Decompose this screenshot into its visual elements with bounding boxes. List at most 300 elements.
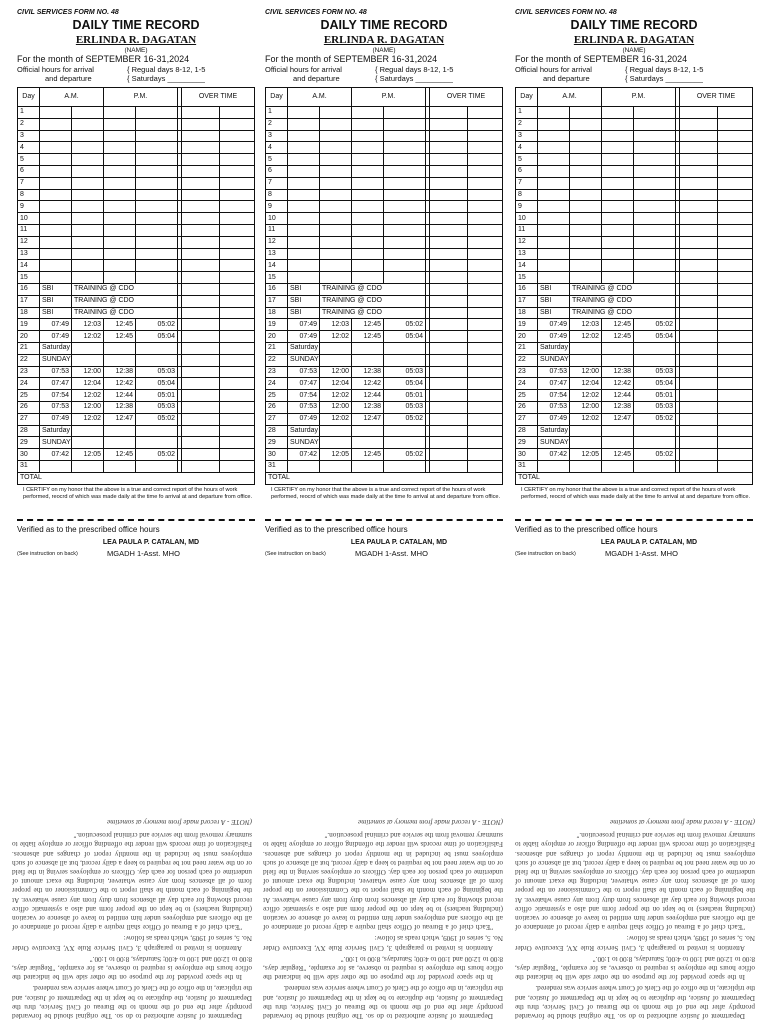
- time-cell: [430, 189, 468, 201]
- time-cell: [104, 425, 136, 437]
- name-label: (NAME): [124, 47, 148, 54]
- time-cell: [40, 260, 72, 272]
- dtr-form-1: [17, 8, 255, 559]
- time-cell: [680, 272, 718, 284]
- time-cell: [602, 142, 634, 154]
- time-cell: [136, 224, 178, 236]
- back-paragraph-2: In the space provided for the purpose on the other side will be indicated the office hours the employee is required to observe, as for example, "Regular days, 8:00 to 12:00 and 1:00 to 4:00; Saturdays, 8:00 to 1:00.": [263, 954, 503, 982]
- overtime-cell: [680, 354, 718, 366]
- time-cell: [40, 272, 72, 284]
- am-departure-cell: 12:00: [320, 401, 352, 413]
- am-arrival-cell: 07:42: [288, 449, 320, 461]
- am-arrival-cell: 07:47: [288, 378, 320, 390]
- day-cell: 3: [516, 130, 538, 142]
- table-row: [266, 248, 503, 260]
- time-cell: [104, 272, 136, 284]
- pm-departure-cell: 05:04: [384, 331, 426, 343]
- time-cell: [104, 118, 136, 130]
- table-row: [516, 366, 753, 378]
- time-cell: [634, 260, 676, 272]
- table-row: [266, 213, 503, 225]
- time-cell: [570, 425, 602, 437]
- table-row: [516, 154, 753, 166]
- time-cell: [104, 177, 136, 189]
- remark-cell: TRAINING @ CDO: [570, 283, 676, 295]
- month-line: For the month of SEPTEMBER 16-31,2024: [17, 54, 190, 64]
- table-row: [18, 354, 255, 366]
- time-cell: [40, 236, 72, 248]
- pm-arrival-cell: 12:47: [602, 413, 634, 425]
- day-cell: 12: [266, 236, 288, 248]
- time-cell: [468, 248, 503, 260]
- table-row: [18, 248, 255, 260]
- day-cell: 5: [266, 154, 288, 166]
- time-cell: [384, 460, 426, 472]
- time-cell: [104, 460, 136, 472]
- time-cell: [352, 177, 384, 189]
- time-cell: [320, 248, 352, 260]
- time-cell: [182, 213, 220, 225]
- am-arrival-cell: 07:54: [40, 390, 72, 402]
- time-cell: [538, 142, 570, 154]
- time-cell: [40, 107, 72, 119]
- time-cell: [320, 142, 352, 154]
- time-cell: [680, 154, 718, 166]
- time-cell: [182, 272, 220, 284]
- time-cell: [320, 130, 352, 142]
- pm-arrival-cell: 12:45: [104, 449, 136, 461]
- day-cell: 27: [516, 413, 538, 425]
- day-cell: 25: [266, 390, 288, 402]
- pm-departure-cell: 05:03: [634, 401, 676, 413]
- time-cell: [718, 260, 753, 272]
- overtime-cell: [430, 378, 468, 390]
- day-cell: 30: [266, 449, 288, 461]
- table-row: [266, 130, 503, 142]
- day-cell: 31: [18, 460, 40, 472]
- overtime-cell: [718, 319, 753, 331]
- overtime-cell: [718, 401, 753, 413]
- time-cell: [72, 201, 104, 213]
- time-record-table: [515, 87, 753, 485]
- time-cell: [468, 272, 503, 284]
- time-cell: [40, 130, 72, 142]
- am-departure-cell: 12:05: [570, 449, 602, 461]
- month-line: For the month of SEPTEMBER 16-31,2024: [265, 54, 438, 64]
- time-cell: [72, 260, 104, 272]
- pm-arrival-cell: 12:45: [352, 449, 384, 461]
- day-cell: 22: [516, 354, 538, 366]
- pm-departure-cell: 05:04: [634, 331, 676, 343]
- time-cell: [136, 437, 178, 449]
- hours-label-2: and departure: [543, 74, 590, 83]
- time-cell: [570, 201, 602, 213]
- time-cell: [634, 201, 676, 213]
- day-cell: 4: [266, 142, 288, 154]
- am-header: A.M.: [40, 88, 104, 107]
- pm-arrival-cell: 12:45: [104, 331, 136, 343]
- day-cell: 28: [516, 425, 538, 437]
- remark-cell: TRAINING @ CDO: [570, 307, 676, 319]
- time-cell: [40, 165, 72, 177]
- table-row: [266, 236, 503, 248]
- time-cell: [680, 130, 718, 142]
- time-cell: [718, 165, 753, 177]
- day-cell: 13: [18, 248, 40, 260]
- time-cell: [72, 437, 104, 449]
- time-cell: [538, 177, 570, 189]
- saturdays: { Saturdays _________: [375, 74, 453, 83]
- time-cell: [570, 342, 602, 354]
- time-cell: [220, 142, 255, 154]
- time-cell: [288, 189, 320, 201]
- overtime-cell: [430, 413, 468, 425]
- am-arrival-cell: 07:42: [40, 449, 72, 461]
- table-row: [18, 401, 255, 413]
- table-row: [516, 118, 753, 130]
- overtime-cell: [182, 425, 220, 437]
- time-cell: [634, 165, 676, 177]
- time-cell: [182, 224, 220, 236]
- time-cell: [288, 107, 320, 119]
- time-cell: [384, 272, 426, 284]
- overtime-cell: [680, 366, 718, 378]
- time-cell: [634, 130, 676, 142]
- time-cell: [634, 189, 676, 201]
- day-cell: 25: [516, 390, 538, 402]
- overtime-cell: [468, 283, 503, 295]
- overtime-cell: [468, 413, 503, 425]
- time-cell: [136, 142, 178, 154]
- official-hours: [17, 65, 255, 85]
- time-cell: [352, 224, 384, 236]
- day-cell: 26: [266, 401, 288, 413]
- time-cell: [40, 224, 72, 236]
- remark-cell: TRAINING @ CDO: [72, 283, 178, 295]
- table-row: [516, 201, 753, 213]
- table-row: [266, 425, 503, 437]
- table-row: [516, 437, 753, 449]
- day-cell: 2: [266, 118, 288, 130]
- table-row: [18, 342, 255, 354]
- remark-cell: SBI: [40, 295, 72, 307]
- certification-text: I CERTIFY on my honor that the above is a true and correct report of the hours of work performed, reocrd of which was made daily at the time fo arrival at and departure from office.: [23, 486, 253, 500]
- time-cell: [220, 165, 255, 177]
- overtime-cell: [220, 425, 255, 437]
- day-cell: 27: [18, 413, 40, 425]
- time-cell: [538, 224, 570, 236]
- time-cell: [136, 272, 178, 284]
- time-cell: [182, 165, 220, 177]
- am-departure-cell: 12:00: [72, 401, 104, 413]
- time-cell: [320, 342, 352, 354]
- table-row: [516, 260, 753, 272]
- time-cell: [220, 177, 255, 189]
- total-row: [266, 472, 503, 484]
- name-label: (NAME): [622, 47, 646, 54]
- time-cell: [468, 236, 503, 248]
- day-cell: 6: [18, 165, 40, 177]
- pm-departure-cell: 05:04: [634, 378, 676, 390]
- time-cell: [288, 224, 320, 236]
- time-cell: [384, 425, 426, 437]
- overtime-cell: [220, 295, 255, 307]
- table-row: [18, 331, 255, 343]
- overtime-cell: [680, 307, 718, 319]
- time-cell: [384, 437, 426, 449]
- back-paragraph-1: Department of Justice authorized to do so. The original should be forwarded promptly after the end of the month to the Bureau of Civil Service, thru the Department of Justice, the duplicate to be kept in the Department of Justice, and the triplicate, in the office of the Clerk of Court where service was rendered.: [263, 984, 503, 1020]
- overtime-cell: [468, 307, 503, 319]
- time-cell: [384, 248, 426, 260]
- pm-departure-cell: 05:02: [634, 449, 676, 461]
- time-cell: [602, 165, 634, 177]
- time-cell: [570, 272, 602, 284]
- day-cell: 2: [18, 118, 40, 130]
- overtime-cell: [468, 401, 503, 413]
- table-row: [18, 283, 255, 295]
- overtime-cell: [680, 437, 718, 449]
- remark-cell: SBI: [40, 307, 72, 319]
- remark-cell: TRAINING @ CDO: [320, 307, 426, 319]
- remark-cell: SUNDAY: [288, 354, 320, 366]
- overtime-cell: [182, 342, 220, 354]
- day-cell: 14: [516, 260, 538, 272]
- back-instructions-1: [12, 620, 252, 1020]
- am-arrival-cell: 07:54: [288, 390, 320, 402]
- verified-label: Verified as to the prescribed office hours: [17, 524, 160, 534]
- am-header: A.M.: [538, 88, 602, 107]
- day-cell: 9: [266, 201, 288, 213]
- day-cell: 10: [18, 213, 40, 225]
- back-note: (NOTE - A record made from memory at sometime: [357, 817, 503, 826]
- time-cell: [136, 248, 178, 260]
- hours-label-1: Official hours for arrival: [265, 65, 342, 74]
- overtime-cell: [680, 319, 718, 331]
- time-cell: [352, 213, 384, 225]
- day-cell: 14: [18, 260, 40, 272]
- time-cell: [602, 236, 634, 248]
- day-cell: 29: [516, 437, 538, 449]
- time-cell: [634, 248, 676, 260]
- day-cell: 16: [516, 283, 538, 295]
- signature-line: [17, 519, 255, 521]
- table-row: [516, 272, 753, 284]
- pm-arrival-cell: 12:42: [352, 378, 384, 390]
- time-cell: [288, 260, 320, 272]
- signature-footer: [265, 549, 503, 559]
- time-cell: [602, 189, 634, 201]
- day-cell: 10: [266, 213, 288, 225]
- time-cell: [72, 354, 104, 366]
- time-cell: [634, 118, 676, 130]
- table-row: [516, 189, 753, 201]
- dtr-form-2: [265, 8, 503, 559]
- time-cell: [538, 201, 570, 213]
- remark-cell: TRAINING @ CDO: [72, 295, 178, 307]
- time-cell: [430, 118, 468, 130]
- table-row: [266, 366, 503, 378]
- time-cell: [634, 425, 676, 437]
- time-cell: [220, 248, 255, 260]
- time-cell: [680, 260, 718, 272]
- time-cell: [718, 224, 753, 236]
- table-row: [266, 118, 503, 130]
- time-cell: [384, 118, 426, 130]
- table-row: [516, 378, 753, 390]
- form-title: DAILY TIME RECORD: [72, 18, 200, 32]
- time-cell: [718, 130, 753, 142]
- table-row: [516, 213, 753, 225]
- overtime-cell: [220, 390, 255, 402]
- back-note: (NOTE - A record made from memory at sometime: [609, 817, 755, 826]
- overtime-cell: [220, 354, 255, 366]
- time-cell: [220, 260, 255, 272]
- am-departure-cell: 12:02: [570, 390, 602, 402]
- pm-arrival-cell: 12:44: [602, 390, 634, 402]
- day-header: Day: [516, 88, 538, 107]
- overtime-cell: [718, 331, 753, 343]
- time-cell: [72, 118, 104, 130]
- time-cell: [430, 248, 468, 260]
- time-cell: [40, 142, 72, 154]
- time-cell: [72, 342, 104, 354]
- table-row: [18, 260, 255, 272]
- am-arrival-cell: 07:49: [288, 319, 320, 331]
- overtime-cell: [468, 437, 503, 449]
- time-cell: [136, 154, 178, 166]
- time-cell: [384, 201, 426, 213]
- overtime-cell: [718, 295, 753, 307]
- time-cell: [384, 107, 426, 119]
- overtime-cell: [680, 425, 718, 437]
- time-cell: [430, 107, 468, 119]
- time-cell: [104, 437, 136, 449]
- day-cell: 26: [516, 401, 538, 413]
- hours-label-2: and departure: [293, 74, 340, 83]
- officer-position: MGADH 1-Asst. MHO: [605, 548, 678, 558]
- time-cell: [320, 107, 352, 119]
- time-cell: [538, 460, 570, 472]
- table-row: [516, 354, 753, 366]
- dtr-form-3: [515, 8, 753, 559]
- time-cell: [220, 154, 255, 166]
- time-cell: [104, 107, 136, 119]
- day-cell: 20: [516, 331, 538, 343]
- table-row: [516, 142, 753, 154]
- time-cell: [352, 201, 384, 213]
- overtime-cell: [680, 342, 718, 354]
- time-cell: [718, 118, 753, 130]
- time-cell: [430, 260, 468, 272]
- time-cell: [602, 425, 634, 437]
- table-row: [18, 142, 255, 154]
- time-cell: [570, 224, 602, 236]
- time-cell: [570, 236, 602, 248]
- overtime-cell: [430, 354, 468, 366]
- time-cell: [718, 189, 753, 201]
- official-hours: [515, 65, 753, 85]
- day-cell: 1: [18, 107, 40, 119]
- pm-arrival-cell: 12:38: [104, 401, 136, 413]
- time-cell: [352, 142, 384, 154]
- am-arrival-cell: 07:49: [40, 331, 72, 343]
- day-cell: 19: [18, 319, 40, 331]
- pm-departure-cell: 05:04: [384, 378, 426, 390]
- time-cell: [680, 107, 718, 119]
- day-cell: 13: [266, 248, 288, 260]
- overtime-cell: [718, 390, 753, 402]
- time-cell: [680, 224, 718, 236]
- overtime-cell: [220, 331, 255, 343]
- table-row: [266, 319, 503, 331]
- am-header: A.M.: [288, 88, 352, 107]
- time-cell: [320, 213, 352, 225]
- time-cell: [72, 130, 104, 142]
- day-cell: 3: [266, 130, 288, 142]
- time-cell: [570, 177, 602, 189]
- overtime-header: OVER TIME: [430, 88, 503, 107]
- overtime-cell: [430, 366, 468, 378]
- overtime-cell: [468, 331, 503, 343]
- time-cell: [468, 130, 503, 142]
- time-cell: [288, 201, 320, 213]
- am-arrival-cell: 07:49: [288, 331, 320, 343]
- table-row: [516, 236, 753, 248]
- time-cell: [384, 213, 426, 225]
- overtime-cell: [718, 366, 753, 378]
- time-cell: [288, 213, 320, 225]
- overtime-cell: [182, 354, 220, 366]
- back-instructions-3: [515, 620, 755, 1020]
- day-cell: 23: [266, 366, 288, 378]
- employee-name: ERLINDA R. DAGATAN: [323, 34, 445, 46]
- pm-departure-cell: 05:02: [384, 449, 426, 461]
- remark-cell: Saturday: [288, 342, 320, 354]
- pm-arrival-cell: 12:42: [104, 378, 136, 390]
- time-cell: [288, 272, 320, 284]
- overtime-cell: [430, 307, 468, 319]
- time-cell: [634, 354, 676, 366]
- am-departure-cell: 12:00: [320, 366, 352, 378]
- time-cell: [680, 177, 718, 189]
- time-cell: [72, 248, 104, 260]
- instruction-note: (See instruction on back): [515, 550, 576, 557]
- back-paragraph-2: In the space provided for the purpose on the other side will be indicated the office hours the employee is required to observe, as for example, "Regular days, 8:00 to 12:00 and 1:00 to 4:00; Saturdays, 8:00 to 1:00.": [515, 954, 755, 982]
- am-arrival-cell: 07:49: [538, 413, 570, 425]
- overtime-cell: [468, 378, 503, 390]
- day-cell: 22: [18, 354, 40, 366]
- table-row: [516, 165, 753, 177]
- time-cell: [430, 272, 468, 284]
- day-cell: 24: [266, 378, 288, 390]
- table-row: [516, 401, 753, 413]
- overtime-cell: [220, 366, 255, 378]
- am-departure-cell: 12:04: [72, 378, 104, 390]
- certification-text: I CERTIFY on my honor that the above is a true and correct report of the hours of work performed, reocrd of which was made daily at the time fo arrival at and departure from office.: [521, 486, 751, 500]
- day-cell: 3: [18, 130, 40, 142]
- day-cell: 30: [516, 449, 538, 461]
- verified-label: Verified as to the prescribed office hours: [265, 524, 408, 534]
- time-cell: [72, 165, 104, 177]
- day-cell: 19: [266, 319, 288, 331]
- day-cell: 31: [516, 460, 538, 472]
- time-cell: [680, 213, 718, 225]
- day-cell: 9: [18, 201, 40, 213]
- time-cell: [320, 189, 352, 201]
- time-cell: [320, 236, 352, 248]
- overtime-cell: [468, 354, 503, 366]
- time-cell: [718, 142, 753, 154]
